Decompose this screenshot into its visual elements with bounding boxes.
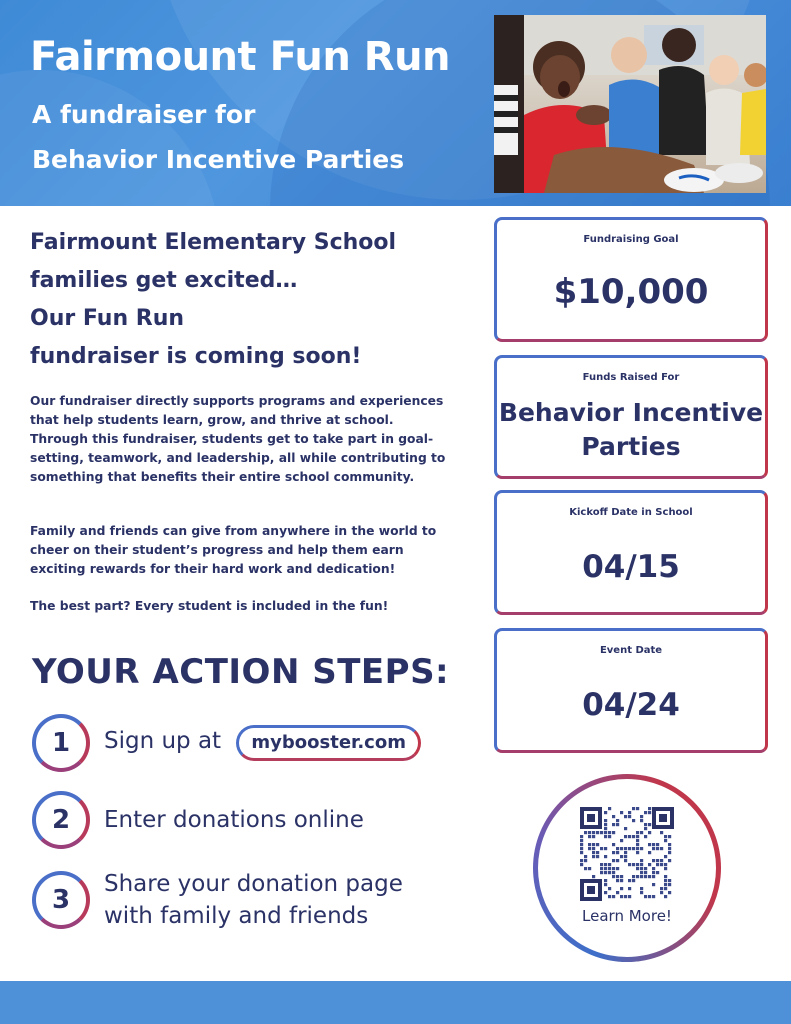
action-steps-title: YOUR ACTION STEPS: bbox=[32, 652, 450, 692]
qr-module bbox=[604, 867, 607, 870]
qr-module bbox=[588, 843, 591, 846]
qr-module bbox=[600, 831, 603, 834]
subtitle-line-1: A fundraiser for bbox=[32, 100, 256, 129]
qr-module bbox=[664, 883, 667, 886]
qr-module bbox=[640, 867, 643, 870]
qr-module bbox=[632, 863, 635, 866]
qr-module bbox=[652, 847, 655, 850]
qr-module bbox=[624, 815, 627, 818]
qr-module bbox=[644, 867, 647, 870]
qr-module bbox=[580, 843, 583, 846]
qr-module bbox=[660, 847, 663, 850]
qr-module bbox=[612, 851, 615, 854]
qr-module bbox=[648, 875, 651, 878]
qr-module bbox=[604, 879, 607, 882]
header-banner bbox=[0, 0, 791, 206]
qr-module bbox=[640, 859, 643, 862]
qr-module bbox=[668, 859, 671, 862]
qr-module bbox=[660, 859, 663, 862]
qr-module bbox=[640, 847, 643, 850]
step-3-text-line-1: Share your donation page bbox=[104, 871, 403, 897]
qr-module bbox=[656, 871, 659, 874]
qr-module bbox=[636, 843, 639, 846]
qr-module bbox=[632, 847, 635, 850]
qr-module bbox=[668, 843, 671, 846]
qr-module bbox=[616, 867, 619, 870]
qr-module bbox=[660, 887, 663, 890]
qr-module bbox=[668, 851, 671, 854]
qr-module bbox=[608, 835, 611, 838]
qr-module bbox=[664, 867, 667, 870]
qr-module bbox=[620, 875, 623, 878]
qr-module bbox=[668, 847, 671, 850]
qr-module bbox=[612, 815, 615, 818]
qr-module bbox=[652, 859, 655, 862]
headline-line: Fairmount Elementary School bbox=[30, 230, 397, 255]
qr-module bbox=[636, 847, 639, 850]
qr-module bbox=[656, 843, 659, 846]
qr-module bbox=[616, 879, 619, 882]
step-1-text: Sign up at bbox=[104, 728, 222, 754]
qr-module bbox=[608, 807, 611, 810]
qr-module bbox=[604, 823, 607, 826]
qr-module bbox=[648, 843, 651, 846]
qr-module bbox=[616, 891, 619, 894]
qr-module bbox=[584, 831, 587, 834]
qr-module bbox=[656, 863, 659, 866]
fundraising-goal-card bbox=[494, 217, 768, 342]
qr-module bbox=[616, 823, 619, 826]
subtitle-line-2: Behavior Incentive Parties bbox=[32, 145, 405, 174]
qr-module bbox=[612, 843, 615, 846]
qr-module bbox=[652, 875, 655, 878]
step-3-text-line-2: with family and friends bbox=[104, 903, 369, 929]
qr-module bbox=[636, 831, 639, 834]
event-date-card bbox=[494, 628, 768, 753]
qr-module bbox=[640, 819, 643, 822]
qr-module bbox=[608, 895, 611, 898]
qr-module bbox=[668, 835, 671, 838]
qr-module bbox=[644, 823, 647, 826]
card-label: Funds Raised For bbox=[582, 372, 680, 383]
qr-module bbox=[608, 831, 611, 834]
qr-module bbox=[612, 831, 615, 834]
qr-module bbox=[628, 811, 631, 814]
qr-module bbox=[628, 879, 631, 882]
qr-module bbox=[632, 879, 635, 882]
qr-module bbox=[632, 819, 635, 822]
step-text bbox=[104, 725, 421, 761]
qr-module bbox=[604, 827, 607, 830]
qr-module bbox=[588, 835, 591, 838]
qr-module bbox=[592, 831, 595, 834]
qr-module bbox=[656, 859, 659, 862]
headline-line: families get excited… bbox=[30, 268, 298, 293]
qr-module bbox=[664, 835, 667, 838]
qr-module bbox=[612, 871, 615, 874]
qr-module bbox=[664, 887, 667, 890]
qr-module bbox=[620, 847, 623, 850]
qr-module bbox=[636, 863, 639, 866]
qr-module bbox=[616, 859, 619, 862]
card-label: Fundraising Goal bbox=[583, 234, 679, 245]
qr-module bbox=[624, 827, 627, 830]
qr-module bbox=[604, 883, 607, 886]
qr-module bbox=[640, 875, 643, 878]
qr-module bbox=[588, 847, 591, 850]
qr-module bbox=[648, 807, 651, 810]
qr-module bbox=[624, 847, 627, 850]
qr-module bbox=[664, 895, 667, 898]
qr-module bbox=[660, 831, 663, 834]
qr-module bbox=[648, 851, 651, 854]
qr-module bbox=[656, 847, 659, 850]
qr-module bbox=[628, 847, 631, 850]
card-label: Event Date bbox=[599, 645, 663, 656]
qr-module bbox=[592, 835, 595, 838]
qr-module bbox=[620, 879, 623, 882]
intro-paragraph-3: The best part? Every student is included in the fun! bbox=[30, 599, 389, 613]
qr-module bbox=[648, 831, 651, 834]
footer-bar bbox=[0, 981, 791, 1024]
qr-module bbox=[644, 811, 647, 814]
qr-module bbox=[600, 863, 603, 866]
qr-module bbox=[616, 819, 619, 822]
card-label: Kickoff Date in School bbox=[569, 507, 693, 518]
qr-module bbox=[636, 875, 639, 878]
step-number-badge: 1 bbox=[32, 714, 90, 772]
intro-headline bbox=[30, 224, 470, 376]
funds-raised-for-value bbox=[497, 396, 765, 464]
qr-module bbox=[620, 855, 623, 858]
qr-module bbox=[632, 875, 635, 878]
qr-module bbox=[592, 847, 595, 850]
qr-module bbox=[636, 867, 639, 870]
qr-module bbox=[668, 891, 671, 894]
funds-raised-for-line-2: Parties bbox=[581, 432, 681, 461]
qr-module bbox=[624, 851, 627, 854]
qr-module bbox=[608, 871, 611, 874]
qr-module bbox=[604, 831, 607, 834]
qr-module bbox=[652, 867, 655, 870]
qr-module bbox=[580, 851, 583, 854]
qr-module bbox=[624, 895, 627, 898]
students-photo bbox=[494, 15, 766, 193]
qr-module bbox=[620, 811, 623, 814]
qr-module bbox=[580, 839, 583, 842]
qr-module bbox=[604, 863, 607, 866]
qr-module bbox=[624, 859, 627, 862]
kickoff-date-card bbox=[494, 490, 768, 615]
qr-module bbox=[604, 835, 607, 838]
qr-module bbox=[596, 843, 599, 846]
qr-module bbox=[648, 863, 651, 866]
qr-module bbox=[636, 839, 639, 842]
qr-module bbox=[644, 827, 647, 830]
step-3-text bbox=[104, 868, 403, 932]
qr-module bbox=[644, 895, 647, 898]
qr-module bbox=[644, 875, 647, 878]
qr-module bbox=[628, 895, 631, 898]
qr-module bbox=[628, 887, 631, 890]
page-title: Fairmount Fun Run bbox=[30, 34, 451, 80]
qr-module bbox=[624, 855, 627, 858]
qr-module bbox=[608, 887, 611, 890]
qr-module bbox=[636, 851, 639, 854]
qr-module bbox=[600, 871, 603, 874]
qr-module bbox=[640, 863, 643, 866]
fundraising-goal-value: $10,000 bbox=[553, 272, 709, 312]
qr-module bbox=[652, 883, 655, 886]
qr-module bbox=[664, 863, 667, 866]
qr-module bbox=[640, 831, 643, 834]
qr-module bbox=[632, 807, 635, 810]
qr-module bbox=[636, 835, 639, 838]
qr-module bbox=[636, 807, 639, 810]
qr-module bbox=[616, 851, 619, 854]
qr-module bbox=[648, 895, 651, 898]
qr-module bbox=[620, 839, 623, 842]
qr-module bbox=[604, 891, 607, 894]
qr-module bbox=[664, 855, 667, 858]
qr-module bbox=[584, 859, 587, 862]
qr-module bbox=[600, 847, 603, 850]
mybooster-link[interactable]: mybooster.com bbox=[236, 725, 421, 761]
qr-module bbox=[608, 863, 611, 866]
qr-module bbox=[640, 891, 643, 894]
step-number-badge: 2 bbox=[32, 791, 90, 849]
qr-module bbox=[640, 815, 643, 818]
qr-module bbox=[596, 851, 599, 854]
qr-module bbox=[612, 823, 615, 826]
qr-module bbox=[608, 867, 611, 870]
qr-module bbox=[580, 863, 583, 866]
qr-module bbox=[580, 835, 583, 838]
qr-module bbox=[604, 819, 607, 822]
qr-module bbox=[664, 875, 667, 878]
qr-module bbox=[584, 855, 587, 858]
header-swirl bbox=[0, 70, 220, 206]
qr-inner bbox=[538, 779, 716, 957]
qr-module bbox=[652, 895, 655, 898]
kickoff-date-value: 04/15 bbox=[582, 549, 680, 585]
qr-module bbox=[640, 871, 643, 874]
qr-module bbox=[580, 847, 583, 850]
qr-module bbox=[664, 879, 667, 882]
qr-module bbox=[616, 875, 619, 878]
qr-module bbox=[580, 859, 583, 862]
qr-module bbox=[592, 843, 595, 846]
qr-module bbox=[588, 831, 591, 834]
qr-module bbox=[632, 835, 635, 838]
headline-line: Our Fun Run bbox=[30, 306, 185, 331]
qr-module bbox=[640, 887, 643, 890]
qr-module bbox=[604, 871, 607, 874]
funds-raised-for-card bbox=[494, 355, 768, 479]
qr-module bbox=[604, 855, 607, 858]
qr-module bbox=[592, 851, 595, 854]
qr-module bbox=[652, 871, 655, 874]
step-number-badge: 3 bbox=[32, 871, 90, 929]
event-date-value: 04/24 bbox=[582, 687, 680, 723]
qr-module bbox=[644, 871, 647, 874]
qr-module bbox=[592, 875, 595, 878]
intro-paragraph-2: Family and friends can give from anywhere in the world to cheer on their student’s progress and help them earn exciting rewards for their hard work and dedication! bbox=[30, 524, 437, 576]
qr-module bbox=[668, 879, 671, 882]
qr-code-badge[interactable] bbox=[533, 774, 721, 962]
funds-raised-for-line-1: Behavior Incentive bbox=[498, 398, 764, 427]
qr-module bbox=[604, 847, 607, 850]
qr-module bbox=[592, 855, 595, 858]
headline-line: fundraiser is coming soon! bbox=[30, 344, 362, 369]
qr-module bbox=[628, 815, 631, 818]
qr-module bbox=[612, 867, 615, 870]
qr-module bbox=[604, 811, 607, 814]
qr-code-icon bbox=[580, 807, 674, 901]
qr-module bbox=[596, 855, 599, 858]
qr-module bbox=[644, 835, 647, 838]
action-step-2 bbox=[32, 791, 364, 849]
qr-module bbox=[612, 895, 615, 898]
qr-module bbox=[596, 831, 599, 834]
qr-module bbox=[628, 863, 631, 866]
qr-module bbox=[612, 875, 615, 878]
step-2-text: Enter donations online bbox=[104, 807, 364, 833]
action-step-3 bbox=[32, 868, 403, 932]
qr-module bbox=[624, 835, 627, 838]
qr-module bbox=[600, 867, 603, 870]
qr-module bbox=[648, 811, 651, 814]
qr-module bbox=[588, 867, 591, 870]
qr-module bbox=[628, 835, 631, 838]
qr-module bbox=[620, 887, 623, 890]
qr-module bbox=[664, 839, 667, 842]
qr-module bbox=[616, 847, 619, 850]
qr-module bbox=[652, 843, 655, 846]
qr-module bbox=[668, 883, 671, 886]
qr-module bbox=[620, 895, 623, 898]
intro-paragraph-1: Our fundraiser directly supports programs and experiences that help students learn, grow, and thrive at school. Through this fundraiser, students get to take part in goal-setting, teamwork, and leadership, all while contributing to something that benefits their entire school community. bbox=[30, 394, 446, 484]
qr-module bbox=[648, 823, 651, 826]
learn-more-label: Learn More! bbox=[582, 907, 672, 925]
qr-module bbox=[584, 867, 587, 870]
qr-module bbox=[660, 891, 663, 894]
qr-module bbox=[660, 863, 663, 866]
qr-module bbox=[612, 859, 615, 862]
action-step-1 bbox=[32, 714, 421, 772]
